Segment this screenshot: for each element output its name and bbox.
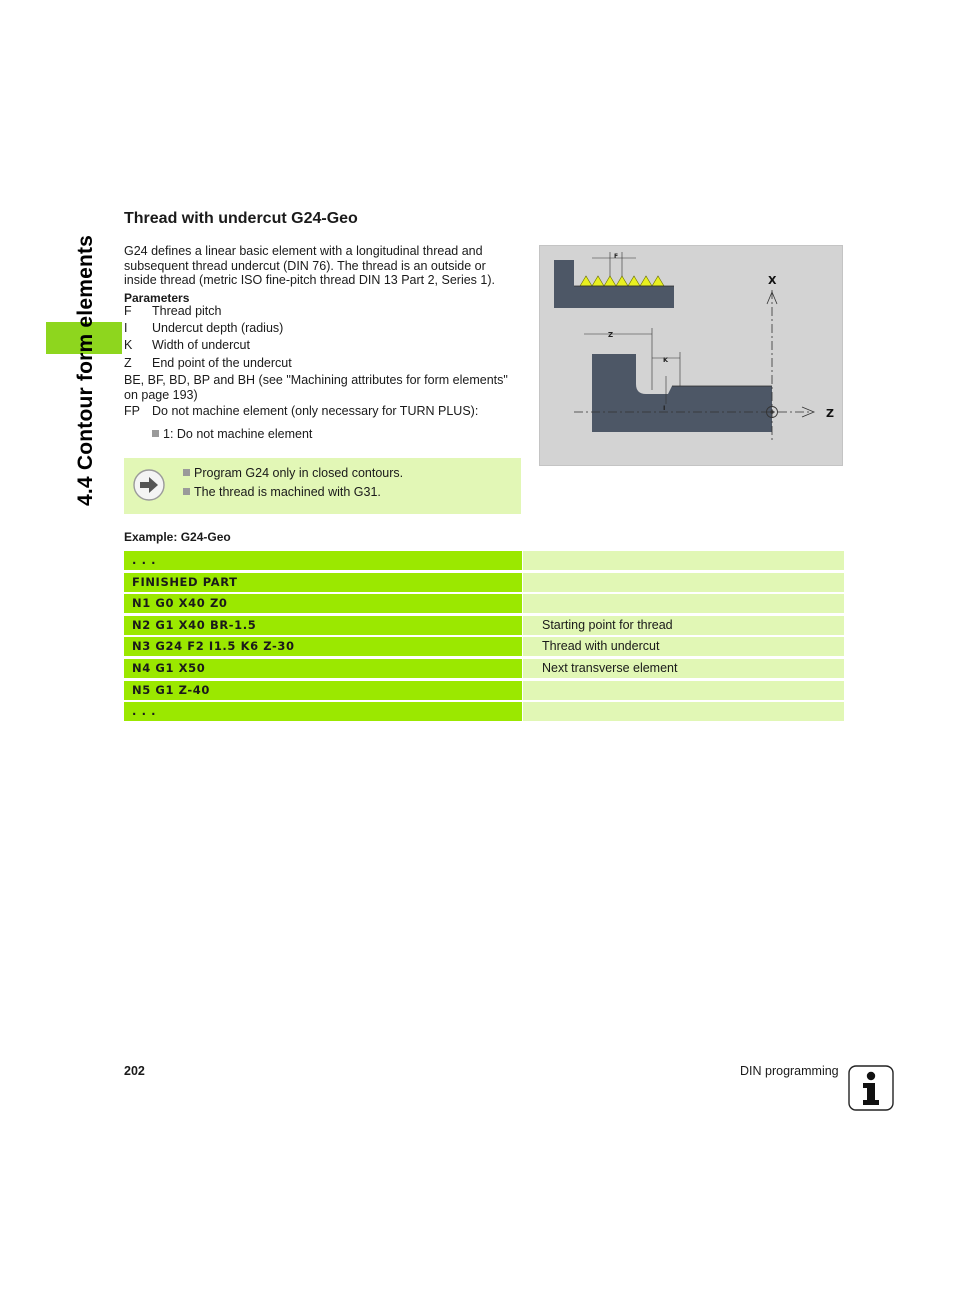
table-row xyxy=(124,702,844,721)
bullet-square-icon xyxy=(152,430,159,437)
parameter-desc: Width of undercut xyxy=(152,338,250,352)
z-dim-label: Z xyxy=(608,331,614,339)
comment-cell xyxy=(523,702,844,721)
table-row xyxy=(124,637,844,656)
fp-option xyxy=(152,427,312,441)
code-cell: N5 G1 Z-40 xyxy=(124,681,522,700)
code-cell: . . . xyxy=(124,551,522,570)
table-row xyxy=(124,681,844,700)
comment-cell xyxy=(523,594,844,613)
example-heading: Example: G24-Geo xyxy=(124,530,231,544)
fp-option-text: 1: Do not machine element xyxy=(163,427,313,441)
figure-drawing xyxy=(540,246,842,465)
comment-cell xyxy=(523,573,844,592)
code-cell: N3 G24 F2 I1.5 K6 Z-30 xyxy=(124,637,522,656)
z-axis-label: Z xyxy=(826,407,834,420)
footer-chapter-label: DIN programming xyxy=(740,1064,839,1078)
undercut-workpiece-shape xyxy=(592,354,772,432)
attributes-note: BE, BF, BD, BP and BH (see "Machining attributes for form elements" on page 193) xyxy=(124,373,508,402)
info-icon xyxy=(848,1065,894,1111)
code-cell: N1 G0 X40 Z0 xyxy=(124,594,522,613)
comment-cell xyxy=(523,551,844,570)
table-row xyxy=(124,616,844,635)
bullet-square-icon xyxy=(183,488,190,495)
parameter-key: K xyxy=(124,338,133,352)
code-cell: N4 G1 X50 xyxy=(124,659,522,678)
parameter-desc: Do not machine element (only necessary for TURN PLUS): xyxy=(152,404,479,418)
comment-cell: Next transverse element xyxy=(523,659,844,678)
comment-cell: Starting point for thread xyxy=(523,616,844,635)
section-title: Thread with undercut G24-Geo xyxy=(124,210,358,227)
intro-paragraph: G24 defines a linear basic element with a longitudinal thread and subsequent thread undercut (DIN 76). The thread is an outside or inside thread (metric ISO fine-pitch thread DIN 13 Part 2, Series 1). xyxy=(124,244,495,287)
thread-undercut-figure xyxy=(539,245,843,466)
example-code-table xyxy=(124,551,844,724)
note-text: Program G24 only in closed contours. xyxy=(194,466,404,480)
note-item xyxy=(183,464,403,483)
parameter-key: FP xyxy=(124,404,140,418)
arrow-right-icon xyxy=(133,469,165,501)
chapter-side-title: 4.4 Contour form elements xyxy=(74,234,97,506)
notes-box xyxy=(124,458,521,514)
i-label: I xyxy=(663,404,666,412)
notes-list xyxy=(183,464,403,502)
note-item xyxy=(183,483,403,502)
code-cell: N2 G1 X40 BR-1.5 xyxy=(124,616,522,635)
code-cell: FINISHED PART xyxy=(124,573,522,592)
k-label: K xyxy=(663,356,669,364)
parameter-key: Z xyxy=(124,356,132,370)
page-number: 202 xyxy=(124,1064,145,1078)
comment-cell xyxy=(523,681,844,700)
pitch-label: F xyxy=(614,253,619,260)
table-row xyxy=(124,659,844,678)
thread-teeth xyxy=(580,276,664,286)
parameter-desc: End point of the undercut xyxy=(152,356,292,370)
parameter-key: I xyxy=(124,321,128,335)
table-row xyxy=(124,594,844,613)
parameter-desc: Undercut depth (radius) xyxy=(152,321,284,335)
table-row xyxy=(124,551,844,570)
parameter-key: F xyxy=(124,304,132,318)
table-row xyxy=(124,573,844,592)
bullet-square-icon xyxy=(183,469,190,476)
parameter-desc: Thread pitch xyxy=(152,304,222,318)
origin-dot xyxy=(770,410,774,414)
note-text: The thread is machined with G31. xyxy=(194,485,381,499)
x-axis-label: X xyxy=(768,274,777,287)
parameters-heading: Parameters xyxy=(124,291,190,305)
code-cell: . . . xyxy=(124,702,522,721)
comment-cell: Thread with undercut xyxy=(523,637,844,656)
